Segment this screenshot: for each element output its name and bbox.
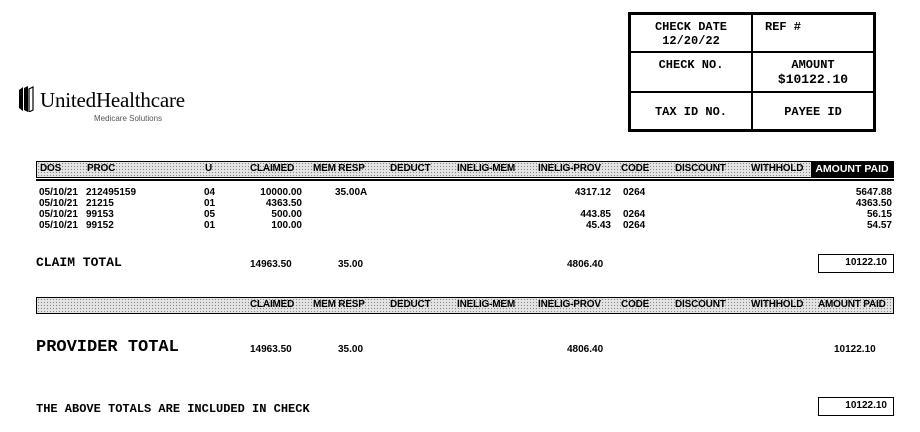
col-deduct: DEDUCT: [390, 163, 431, 174]
col-discount: DISCOUNT: [675, 299, 726, 310]
col-deduct: DEDUCT: [390, 299, 431, 310]
tax-id-label: TAX ID NO.: [654, 105, 727, 119]
row-u: 01: [204, 220, 216, 231]
row-proc: 99153: [86, 209, 114, 220]
col-amount-paid: AMOUNT PAID: [811, 162, 893, 177]
row-dos: 05/10/21: [39, 220, 78, 231]
col-u: U: [205, 163, 213, 174]
row-dos: 05/10/21: [39, 187, 78, 198]
check-totals-note: THE ABOVE TOTALS ARE INCLUDED IN CHECK: [36, 402, 310, 416]
col-inelig-mem: INELIG-MEM: [457, 299, 515, 310]
unitedhealthcare-logo: [18, 84, 238, 124]
row-proc: 99152: [86, 220, 114, 231]
check-date-cell: [630, 14, 752, 52]
row-u: 04: [204, 187, 216, 198]
provider-total-claimed: 14963.50: [250, 344, 292, 355]
col-code: CODE: [621, 299, 650, 310]
col-claimed: CLAIMED: [250, 163, 295, 174]
row-amount-paid: 5647.88: [855, 187, 892, 198]
row-amount-paid: 54.57: [866, 220, 892, 231]
check-total-amount-box: 10122.10: [818, 397, 894, 416]
check-date-label: CHECK DATE: [654, 20, 727, 34]
col-claimed: CLAIMED: [250, 299, 295, 310]
col-withhold: WITHHOLD: [751, 299, 804, 310]
col-mem-resp: MEM RESP: [313, 163, 365, 174]
col-inelig-prov: INELIG-PROV: [538, 299, 601, 310]
claim-total-inelig-prov: 4806.40: [567, 259, 604, 270]
amount-value: $10122.10: [777, 72, 849, 87]
col-code: CODE: [621, 163, 650, 174]
payee-id-cell: [752, 92, 874, 130]
check-no-cell: [630, 52, 752, 92]
table-row: [36, 209, 894, 220]
row-inelig-prov: 4317.12: [574, 187, 611, 198]
provider-total-label: PROVIDER TOTAL: [36, 338, 179, 357]
claim-total-amount-box: 10122.10: [818, 254, 894, 273]
col-inelig-mem: INELIG-MEM: [457, 163, 515, 174]
row-inelig-prov: 45.43: [585, 220, 611, 231]
row-amount-paid: 4363.50: [855, 198, 892, 209]
col-inelig-prov: INELIG-PROV: [538, 163, 601, 174]
table-row: [36, 220, 894, 231]
claim-total-mem-resp: 35.00: [338, 259, 364, 270]
col-amount-paid: AMOUNT PAID: [818, 299, 886, 310]
ref-label: REF #: [765, 20, 802, 34]
row-u: 05: [204, 209, 216, 220]
tax-id-cell: [630, 92, 752, 130]
col-withhold: WITHHOLD: [751, 163, 804, 174]
ref-cell: [752, 14, 874, 52]
col-proc: PROC: [87, 163, 116, 174]
check-date-value: 12/20/22: [662, 34, 720, 48]
row-claimed: 500.00: [271, 209, 302, 220]
row-mem-resp: 35.00A: [335, 187, 368, 198]
logo-brand-text: UnitedHealthcare: [40, 88, 185, 112]
header-rule: [36, 179, 894, 181]
claim-total-label: CLAIM TOTAL: [36, 255, 122, 270]
row-dos: 05/10/21: [39, 209, 78, 220]
check-no-label: CHECK NO.: [658, 58, 724, 72]
row-proc: 212495159: [86, 187, 137, 198]
logo-mark-icon: [18, 86, 34, 112]
claim-table-header: [36, 161, 894, 178]
row-dos: 05/10/21: [39, 198, 78, 209]
row-u: 01: [204, 198, 216, 209]
row-inelig-prov: 443.85: [580, 209, 611, 220]
row-code: 0264: [623, 187, 646, 198]
row-claimed: 10000.00: [260, 187, 302, 198]
col-mem-resp: MEM RESP: [313, 299, 365, 310]
amount-label: AMOUNT: [791, 58, 835, 72]
provider-table-header: [36, 297, 894, 314]
row-code: 0264: [623, 220, 646, 231]
payee-id-label: PAYEE ID: [784, 105, 842, 119]
table-row: [36, 198, 894, 209]
col-discount: DISCOUNT: [675, 163, 726, 174]
provider-total-amount-paid: 10122.10: [834, 344, 876, 355]
claim-total-claimed: 14963.50: [250, 259, 292, 270]
row-code: 0264: [623, 209, 646, 220]
provider-total-mem-resp: 35.00: [338, 344, 364, 355]
row-proc: 21215: [86, 198, 114, 209]
col-dos: DOS: [40, 163, 62, 174]
amount-cell: [752, 52, 874, 92]
logo-subtitle: Medicare Solutions: [94, 114, 163, 123]
row-claimed: 100.00: [271, 220, 302, 231]
provider-total-inelig-prov: 4806.40: [567, 344, 604, 355]
check-info-box: [628, 12, 876, 132]
row-claimed: 4363.50: [265, 198, 302, 209]
table-row: [36, 187, 894, 198]
row-amount-paid: 56.15: [866, 209, 892, 220]
